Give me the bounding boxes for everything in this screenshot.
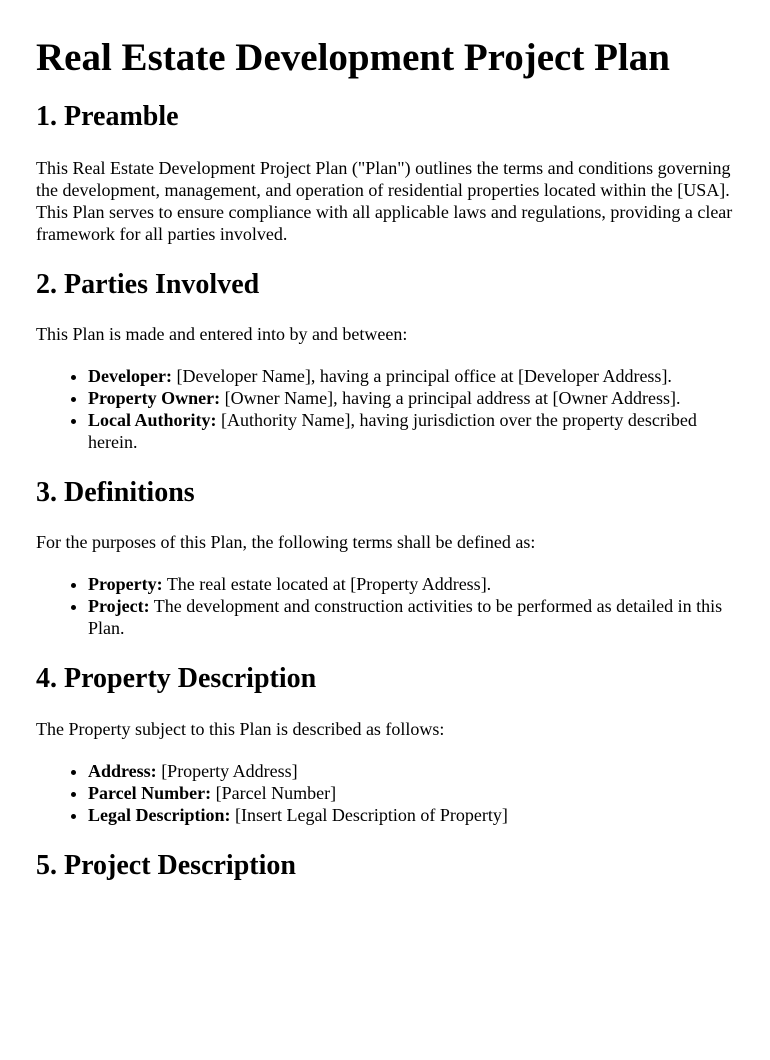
list-item-label: Address: bbox=[88, 760, 157, 781]
parties-list bbox=[36, 365, 734, 453]
list-item-text: [Authority Name], having jurisdiction over the property described herein. bbox=[88, 410, 697, 453]
list-item-text: [Parcel Number] bbox=[211, 782, 337, 803]
list-item bbox=[88, 595, 734, 639]
list-item-label: Local Authority: bbox=[88, 410, 217, 431]
list-item-label: Property: bbox=[88, 574, 163, 595]
list-item-text: [Insert Legal Description of Property] bbox=[230, 804, 508, 825]
list-item bbox=[88, 387, 734, 409]
list-item-text: [Developer Name], having a principal office at [Developer Address]. bbox=[171, 366, 672, 387]
document-title: Real Estate Development Project Plan bbox=[36, 36, 670, 79]
definitions-list bbox=[36, 573, 734, 639]
list-item bbox=[88, 409, 734, 453]
list-item-label: Legal Description: bbox=[88, 804, 231, 825]
parties-intro-paragraph: This Plan is made and entered into by and between: bbox=[36, 324, 408, 345]
list-item-text: The development and construction activities to be performed as detailed in this Plan. bbox=[88, 596, 723, 639]
document-page bbox=[0, 36, 770, 882]
section-heading-project-description: 5. Project Description bbox=[36, 849, 296, 881]
list-item bbox=[88, 760, 734, 782]
list-item-label: Developer: bbox=[88, 366, 172, 387]
list-item bbox=[88, 782, 734, 804]
list-item-label: Property Owner: bbox=[88, 388, 221, 409]
list-item-text: [Property Address] bbox=[156, 760, 298, 781]
property-description-intro-paragraph: The Property subject to this Plan is described as follows: bbox=[36, 718, 445, 739]
list-item bbox=[88, 365, 734, 387]
list-item bbox=[88, 573, 734, 595]
section-heading-parties: 2. Parties Involved bbox=[36, 269, 260, 301]
list-item bbox=[88, 804, 734, 826]
definitions-intro-paragraph: For the purposes of this Plan, the following terms shall be defined as: bbox=[36, 532, 536, 553]
section-heading-preamble: 1. Preamble bbox=[36, 100, 179, 132]
preamble-paragraph: This Real Estate Development Project Plan ("Plan") outlines the terms and conditions governing the development, management, and operation of residential properties located within the [USA]. This Plan serves to ensure compliance with all applicable laws and regulations, providing a clear framework for all parties involved. bbox=[36, 158, 733, 245]
list-item-label: Project: bbox=[88, 596, 150, 617]
list-item-text: The real estate located at [Property Address]. bbox=[162, 574, 492, 595]
section-heading-property-description: 4. Property Description bbox=[36, 663, 317, 695]
list-item-label: Parcel Number: bbox=[88, 782, 212, 803]
property-description-list bbox=[36, 760, 734, 826]
section-heading-definitions: 3. Definitions bbox=[36, 477, 195, 509]
list-item-text: [Owner Name], having a principal address at [Owner Address]. bbox=[220, 388, 681, 409]
